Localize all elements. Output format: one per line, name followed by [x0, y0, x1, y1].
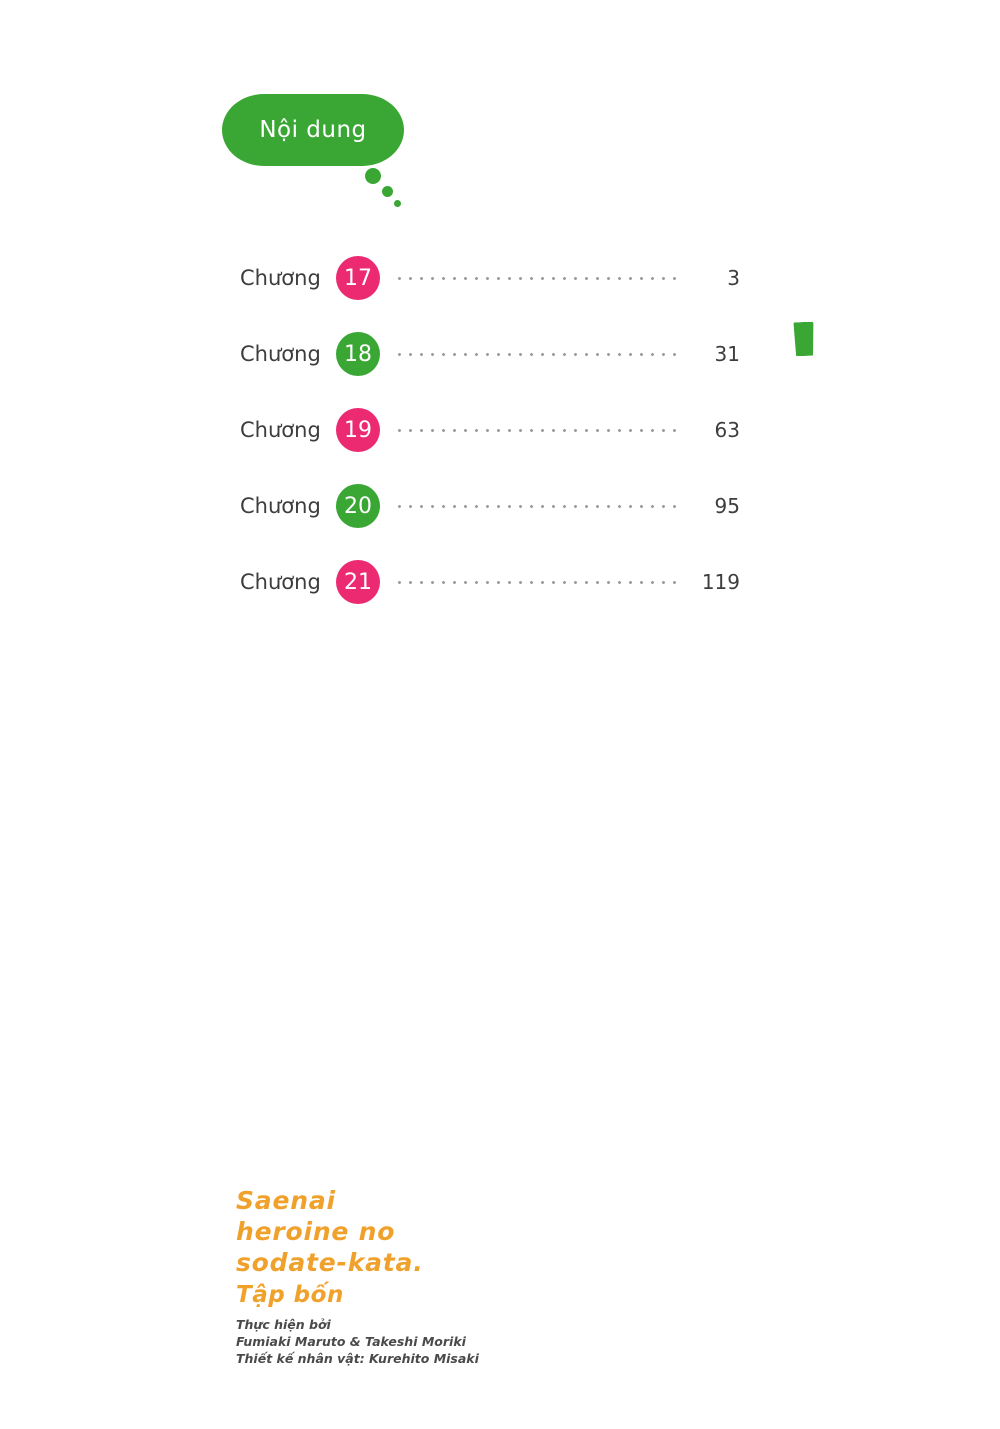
credits-block: [236, 1185, 656, 1367]
series-title-line-2: heroine no: [236, 1217, 396, 1246]
contents-title-bubble: [222, 94, 482, 214]
authors-label: Fumiaki Maruto & Takeshi Moriki: [236, 1334, 466, 1349]
volume-label: Tập bốn: [236, 1282, 344, 1308]
series-title-line-3: sodate-kata.: [236, 1248, 424, 1277]
chapter-number-badge: 21: [336, 560, 380, 604]
table-of-contents: [240, 240, 740, 620]
chapter-number-badge: 18: [336, 332, 380, 376]
toc-entry-19[interactable]: [240, 392, 740, 468]
chapter-label: Chương: [240, 266, 321, 290]
chapter-number-badge: 17: [336, 256, 380, 300]
chapter-label: Chương: [240, 342, 321, 366]
bubble-dot-large: [365, 168, 381, 184]
series-title-line-1: Saenai: [236, 1186, 336, 1215]
toc-entry-18[interactable]: [240, 316, 740, 392]
dot-leader: [394, 268, 682, 288]
chapter-label: Chương: [240, 418, 321, 442]
page-number: 31: [714, 342, 740, 366]
toc-entry-20[interactable]: [240, 468, 740, 544]
dot-leader: [394, 572, 682, 592]
page-number: 3: [727, 266, 740, 290]
page-number: 119: [701, 570, 740, 594]
chapter-label: Chương: [240, 570, 321, 594]
chapter-number-badge: 20: [336, 484, 380, 528]
page-number: 63: [714, 418, 740, 442]
bubble-dot-medium: [382, 186, 393, 197]
chapter-number-badge: 19: [336, 408, 380, 452]
contents-title-label: Nội dung: [259, 117, 367, 143]
page-number: 95: [714, 494, 740, 518]
green-bookmark-tab-icon: [793, 322, 814, 357]
dot-leader: [394, 420, 682, 440]
toc-entry-17[interactable]: [240, 240, 740, 316]
toc-entry-21[interactable]: [240, 544, 740, 620]
made-by-label: Thực hiện bởi: [236, 1317, 331, 1332]
character-design-label: Thiết kế nhân vật: Kurehito Misaki: [236, 1351, 479, 1366]
bubble-dot-small: [394, 200, 401, 207]
bubble-body: [222, 94, 404, 166]
dot-leader: [394, 496, 682, 516]
dot-leader: [394, 344, 682, 364]
chapter-label: Chương: [240, 494, 321, 518]
